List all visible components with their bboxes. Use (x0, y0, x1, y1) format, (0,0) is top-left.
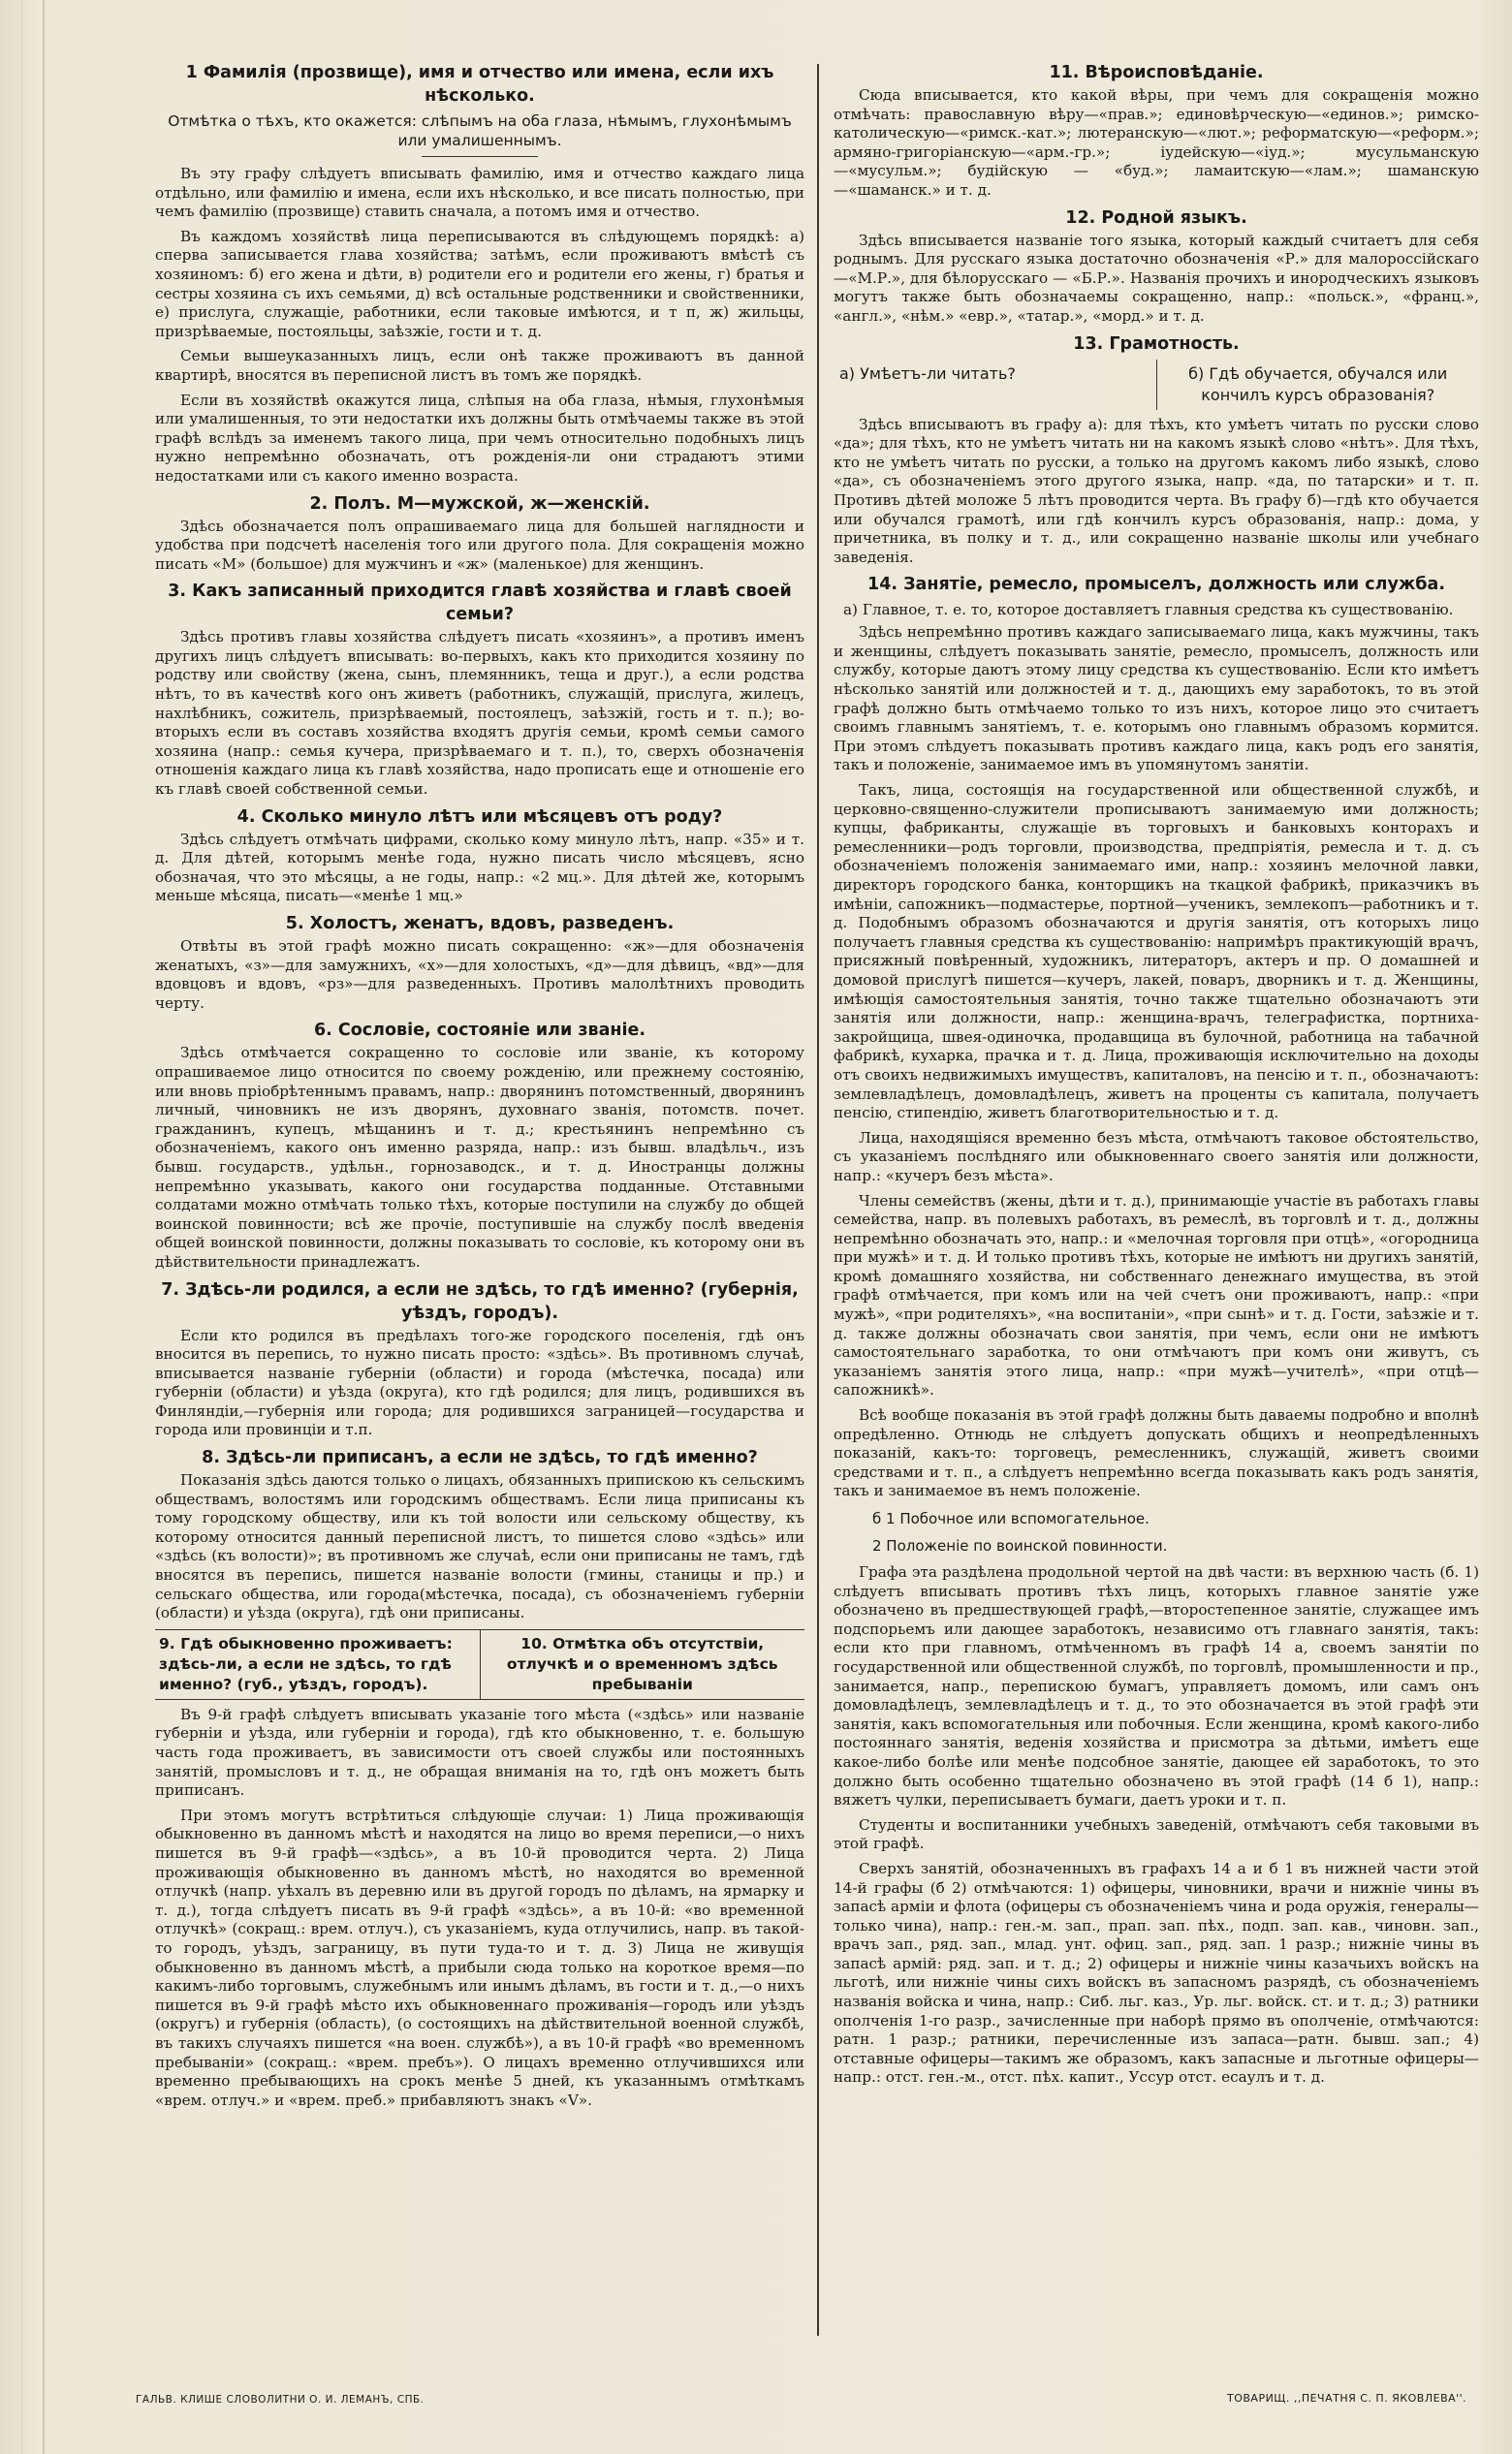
section-1-paragraph: Въ эту графу слѣдуетъ вписывать фамилію, имя и отчество каждаго лица отдѣльно, или фамилію и имена, если ихъ нѣсколько, и все писать полностью, при чемъ фамилію (прозвище) ставить сначала, а потомъ имя и отчество. (155, 165, 804, 221)
section-14-paragraph: Графа эта раздѣлена продольной чертой на двѣ части: въ верхнюю часть (б. 1) слѣдуетъ вписывать противъ тѣхъ лицъ, которыхъ главное занятіе уже обозначено въ предшествующей графѣ,—второстепенное занятіе, служащее имъ подспорьемъ или дающее заработокъ, независимо отъ главнаго занятія, такъ: если кто при главномъ, отмѣченномъ въ графѣ 14 а, своемъ занятіи по государственной или общественной службѣ, по торговлѣ, промышленности и пр., занимается, напр., перепискою бумагъ, управляетъ домомъ, или самъ онъ домовладѣлецъ, землевладѣлецъ и т. д., то это обозначается въ этой графѣ эти занятія, какъ вспомогательныя или побочныя. Если женщина, кромѣ какого-либо постояннаго занятія, веденія хозяйства и присмотра за дѣтьми, имѣетъ еще какое-либо болѣе или менѣе подсобное занятіе, дающее ей заработокъ, то это должно быть особенно тщательно обозначено въ этой графѣ (14 б 1), напр.: вяжетъ чулки, переписываетъ бумаги, даетъ уроки и т. п. (834, 1563, 1479, 1809)
section-14-paragraph: Сверхъ занятій, обозначенныхъ въ графахъ 14 а и б 1 въ нижней части этой 14-й графы (б 2) отмѣчаются: 1) офицеры, чиновники, врачи и нижніе чины въ запасѣ арміи и флота (офицеры съ обозначеніемъ чина и рода оружія, генералы—только чина), напр.: ген.-м. зап., прап. зап. пѣх., подп. зап. кав., чиновн. зап., врачъ зап., ряд. зап., млад. унт. офиц. зап., ряд. зап. 1 разр.; нижніе чины въ запасѣ армій: ряд. зап. и т. д.; 2) офицеры и нижніе чины казачьихъ войскъ на льготѣ, или нижніе чины сихъ войскъ въ запасномъ разрядѣ, съ обозначеніемъ названія войска и чина, напр.: Сиб. льг. каз., Ур. льг. войск. ст. и т. д.; 3) ратники ополченія 1-го разр., зачисленные при наборѣ прямо въ ополченіе, отмѣчаются: ратн. 1 разр.; ратники, перечисленные изъ запаса—ратн. бывш. зап.; 4) отставные офицеры—такимъ же образомъ, какъ запасные и льготные офицеры—напр.: отст. ген.-м., отст. пѣх. капит., Уссур отст. есаулъ и т. д. (834, 1859, 1479, 2087)
section-6-paragraph: Здѣсь отмѣчается сокращенно то сословіе или званіе, къ которому опрашиваемое лицо относится по своему рожденію, или прежнему состоянію, или вновь пріобрѣтеннымъ правамъ, напр.: дворянинъ потомственный, дворянинъ личный, чиновникъ не изъ дворянъ, духовнаго званія, потомств. почет. гражданинъ, купецъ, мѣщанинъ и т. д.; крестьянинъ непремѣнно съ обозначеніемъ, какого онъ именно разряда, напр.: изъ бывш. владѣльч., изъ бывш. государств., удѣльн., горнозаводск., и т. д. Иностранцы должны непремѣнно указывать, какого они государства подданные. Отставными солдатами можно отмѣчать только тѣхъ, которые поступили на службу до общей воинской повинности; всѣ же прочіе, поступившіе на службу послѣ введенія общей воинской повинности, должны показывать то сословіе, къ которому они въ дѣйствительности принадлежатъ. (155, 1044, 804, 1271)
sections-9-10-header (155, 1629, 804, 1700)
section-5-title: 5. Холостъ, женатъ, вдовъ, разведенъ. (285, 914, 675, 933)
footer-printer-left: ГАЛЬВ. КЛИШЕ СЛОВОЛИТНИ О. И. ЛЕМАНЪ, СПБ. (136, 2394, 425, 2406)
section-14-paragraph: Всѣ вообще показанія въ этой графѣ должны быть даваемы подробно и вполнѣ опредѣленно. Отнюдь не слѣдуетъ допускать общихъ и неопредѣленныхъ показаній, какъ-то: торговецъ, ремесленникъ, служащій, живетъ своими средствами и т. п., а слѣдуетъ непремѣнно всегда показывать какъ родъ занятія, такъ и занимаемое въ немъ положеніе. (834, 1406, 1479, 1500)
section-8-paragraph: Показанія здѣсь даются только о лицахъ, обязанныхъ припискою къ сельскимъ обществамъ, волостямъ или городскимъ обществамъ. Если лица приписаны къ тому городскому обществу, или къ той волости или сельскому обществу, къ которому относится данный переписной листъ, то пишется слово «здѣсь» или «здѣсь (къ волости)»; въ противномъ же случаѣ, если они приписаны не тамъ, гдѣ вносятся въ перепись, пишется названіе волости (гмины, станицы и пр.) и сельскаго общества, или города(мѣстечка, посада), съ обозначеніемъ губерніи (области) и уѣзда (округа), гдѣ они приписаны. (155, 1471, 804, 1622)
section-1-paragraph: Въ каждомъ хозяйствѣ лица переписываются въ слѣдующемъ порядкѣ: а) сперва записывается глава хозяйства; затѣмъ, если проживаютъ вмѣстѣ съ хозяиномъ: б) его жена и дѣти, в) родители его и родители его жены, г) братья и сестры хозяина съ ихъ семьями, д) всѣ остальные родственники и свойственники, е) прислуга, служащіе, работники, если таковые имѣются, и т п, ж) жильцы, призрѣваемые, постояльцы, заѣзжіе, гости и т. д. (155, 227, 804, 340)
left-column (155, 58, 804, 2345)
section-13-paragraph: Здѣсь вписываютъ въ графу а): для тѣхъ, кто умѣетъ читать по русски слово «да»; для тѣхъ, кто не умѣетъ читать ни на какомъ языкѣ слово «нѣтъ». Для тѣхъ, кто не умѣетъ читать по русски, а только на другомъ какомъ либо языкѣ, слово «да», съ обозначеніемъ этого другого языка, напр. «да, по татарски» и т. п. Противъ дѣтей моложе 5 лѣтъ проводится черта. Въ графу б)—гдѣ кто обучается или обучался грамотѣ, или гдѣ кончилъ курсъ образованія, напр.: дома, у причетника, въ полку и т. д., или сокращенно названіе школы или учебнаго заведенія. (834, 415, 1479, 566)
section-3-title: 3. Какъ записанный приходится главѣ хозяйства и главѣ своей семьи? (168, 582, 792, 625)
section-13-question-a: а) Умѣетъ-ли читать? (839, 363, 1016, 383)
paper-fold-line (21, 0, 22, 2454)
section-7-title: 7. Здѣсь-ли родился, а если не здѣсь, то гдѣ именно? (губернія, уѣздъ, городъ). (161, 1279, 799, 1323)
section-4-title: 4. Сколько минуло лѣтъ или мѣсяцевъ отъ роду? (236, 806, 723, 827)
section-3-paragraph: Здѣсь противъ главы хозяйства слѣдуетъ писать «хозяинъ», а противъ именъ другихъ лицъ слѣдуетъ вписывать: во-первыхъ, какъ кто приходится хозяину по родству или свойству (жена, сынъ, племянникъ, теща и друг.), а если родства нѣтъ, то въ качествѣ кого онъ живетъ (работникъ, служащій, прислуга, жилецъ, нахлѣбникъ, сожитель, призрѣваемый, постоялецъ, заѣзжій, гость и т. п.); во-вторыхъ если въ составъ хозяйства входятъ другія семьи, кромѣ семьи самого хозяина (напр.: семья кучера, призрѣваемаго и т. п.), то, сверхъ обозначенія отношенія каждаго лица къ главѣ хозяйства, надо прописать еще и отношеніе его къ главѣ своей собственной семьи. (155, 628, 804, 799)
section-13-title: 13. Грамотность. (1073, 333, 1240, 354)
section-7-paragraph: Если кто родился въ предѣлахъ того-же городского поселенія, гдѣ онъ вносится въ перепись, то нужно писать просто: «здѣсь». Въ противномъ случаѣ, вписывается названіе губерніи (области) и города (мѣстечка, посада) или губерніи (области) и уѣзда (округа), кто гдѣ родился; для лицъ, родившихся въ Финляндіи,—губернія или города; для родившихся заграницей—государства и города или провинціи и т.п. (155, 1326, 804, 1439)
section-14-paragraph: Студенты и воспитанники учебныхъ заведеній, отмѣчаютъ себя таковыми въ этой графѣ. (834, 1815, 1479, 1853)
section-2-paragraph: Здѣсь обозначается полъ опрашиваемаго лица для большей наглядности и удобства при подсчетѣ населенія того или другого пола. Для сокращенія можно писать «М» (большое) для мужчинъ и «ж» (маленькое) для женщинъ. (155, 517, 804, 573)
section-13-subcolumns (834, 360, 1479, 410)
section-14-subheading-b2: 2 Положеніе по воинской повинности. (872, 1537, 1168, 1555)
section-14-subheading-b1: б 1 Побочное или вспомогательное. (872, 1510, 1150, 1527)
section-5-paragraph: Отвѣты въ этой графѣ можно писать сокращенно: «ж»—для обозначенія женатыхъ, «з»—для замужнихъ, «х»—для холостыхъ, «д»—для дѣвицъ, «вд»—для вдовцовъ и вдовъ, «рз»—для разведенныхъ. Противъ малолѣтнихъ проводить черту. (155, 937, 804, 1012)
section-11-paragraph: Сюда вписывается, кто какой вѣры, при чемъ для сокращенія можно отмѣчать: православную вѣру—«прав.»; единовѣрческую—«единов.»; римско-католическую—«римск.-кат.»; лютеранскую—«лют.»; реформатскую—«реформ.»; армяно-григоріанскую—«арм.-гр.»; іудейскую—«іуд.»; мусульманскую—«мусульм.»; будійскую — «буд.»; ламаитскую—«лам.»; шаманскую—«шаманск.» и т. д. (834, 86, 1479, 199)
paper-fold-line (43, 0, 45, 2454)
section-11-title: 11. Вѣроисповѣданіе. (1049, 63, 1264, 82)
right-column (834, 58, 1479, 2345)
section-1-paragraph: Семьи вышеуказанныхъ лицъ, если онѣ также проживаютъ въ данной квартирѣ, вносятся въ переписной листъ въ томъ же порядкѣ. (155, 347, 804, 384)
footer-printer-right: ТОВАРИЩ. ,,ПЕЧАТНЯ С. П. ЯКОВЛЕВА''. (1227, 2392, 1467, 2405)
section-14-subheading-a: а) Главное, т. е. то, которое доставляетъ главныя средства къ существованію. (843, 601, 1454, 619)
section-1-title: 1 Фамилія (прозвище), имя и отчество или имена, если ихъ нѣсколько. (185, 63, 774, 106)
section-divider (422, 156, 538, 157)
section-4-paragraph: Здѣсь слѣдуетъ отмѣчать цифрами, сколько кому минуло лѣтъ, напр. «35» и т. д. Для дѣтей, которымъ менѣе года, нужно писать число мѣсяцевъ, ясно обозначая, что это мѣсяцы, а не годы, напр.: «2 мц.». Для дѣтей же, которымъ меньше мѣсяца, писать—«менѣе 1 мц.» (155, 830, 804, 905)
column-divider (817, 64, 819, 2336)
section-9-paragraph: При этомъ могутъ встрѣтиться слѣдующіе случаи: 1) Лица проживающія обыкновенно въ данномъ мѣстѣ и находятся на лицо во время переписи,—о нихъ пишется въ 9-й графѣ—«здѣсь», а въ 10-й проводится черта. 2) Лица проживающія обыкновенно въ данномъ мѣстѣ, но находятся во временной отлучкѣ (напр. уѣхалъ въ деревню или въ другой городъ по дѣламъ, на ярмарку и т. д.), тогда слѣдуетъ писать въ 9-й графѣ «здѣсь», а въ 10-й: «во временной отлучкѣ» (сокращ.: врем. отлуч.), съ указаніемъ, куда отлучились, напр. въ такой-то городъ, уѣздъ, заграницу, въ пути туда-то и т. д. 3) Лица не живущія обыкновенно въ данномъ мѣстѣ, а прибыли сюда только на короткое время—по какимъ-либо торговымъ, служебнымъ или инымъ дѣламъ, въ гости и т. д.,—о нихъ пишется въ 9-й графѣ мѣсто ихъ обыкновеннаго проживанія—городъ или уѣздъ (округъ) и губернія (область), (о состоящихъ на дѣйствительной военной службѣ, въ такихъ случаяхъ пишется «на воен. службѣ»), а въ 10-й графѣ «во временномъ пребываніи» (сокращ.: «врем. пребъ»). О лицахъ временно отлучившихся или временно пребывающихъ на срокъ менѣе 5 дней, къ указаннымъ отмѣткамъ «врем. отлуч.» и «врем. преб.» прибавляютъ знакъ «V». (155, 1806, 804, 2109)
section-14-title: 14. Занятіе, ремесло, промыселъ, должность или служба. (867, 575, 1445, 595)
section-9-title: 9. Гдѣ обыкновенно проживаетъ: здѣсь-ли, а если не здѣсь, то гдѣ именно? (губ., уѣздъ, городъ). (159, 1634, 453, 1693)
section-6-title: 6. Сословіе, состояніе или званіе. (314, 1021, 646, 1041)
section-12-title: 12. Родной языкъ. (1065, 207, 1247, 228)
section-14-paragraph: Члены семействъ (жены, дѣти и т. д.), принимающіе участіе въ работахъ главы семейства, напр. въ полевыхъ работахъ, въ ремеслѣ, въ торговлѣ и т. д., должны непремѣнно обозначать это, напр.: и «мелочная торговля при отцѣ», «огородница при мужѣ» и т. д. И только противъ тѣхъ, которые не имѣютъ ни другихъ занятій, кромѣ домашняго хозяйства, ни собственнаго денежнаго имущества, въ этой графѣ отмѣчается, при комъ или на чей счетъ они проживаютъ, напр.: «при мужѣ», «при родителяхъ», «на воспитаніи», «при сынѣ» и т. д. Гости, заѣзжіе и т. д. также должны обозначать свои занятія, при чемъ, если они не имѣютъ самостоятельнаго заработка, то они отмѣчаютъ при комъ они живутъ, съ указаніемъ занятія этого лица, напр.: «при мужѣ—учителѣ», «при отцѣ—сапожникѣ». (834, 1191, 1479, 1400)
section-1-subtitle: Отмѣтка о тѣхъ, кто окажется: слѣпымъ на оба глаза, нѣмымъ, глухонѣмымъ или умалишеннымъ. (168, 112, 792, 149)
section-13-question-b: б) Гдѣ обучается, обучался или кончилъ курсъ образованія? (1156, 360, 1480, 410)
section-8-title: 8. Здѣсь-ли приписанъ, а если не здѣсь, то гдѣ именно? (202, 1448, 758, 1468)
section-1-paragraph: Если въ хозяйствѣ окажутся лица, слѣпыя на оба глаза, нѣмыя, глухонѣмыя или умалишенныя, то эти недостатки ихъ должны быть отмѣчаемы также въ этой графѣ вслѣдъ за именемъ такого лица, при чемъ относительно подобныхъ лицъ нужно непремѣнно обозначать, отъ рожденія-ли они страдаютъ этими недостатками или съ какого именно возраста. (155, 391, 804, 485)
section-10-title: 10. Отмѣтка объ отсутствіи, отлучкѣ и о временномъ здѣсь пребываніи (480, 1630, 805, 1699)
section-9-paragraph: Въ 9-й графѣ слѣдуетъ вписывать указаніе того мѣста («здѣсь» или названіе губерніи и уѣзда, или губерніи и города), гдѣ кто обыкновенно, т. е. большую часть года проживаетъ, въ зависимости отъ своей службы или постоянныхъ занятій, промысловъ и т. д., не обращая вниманія на то, гдѣ онъ можетъ быть приписанъ. (155, 1705, 804, 1800)
section-2-title: 2. Полъ. М—мужской, ж—женскій. (309, 493, 650, 514)
section-14-paragraph: Такъ, лица, состоящія на государственной или общественной службѣ, и церковно-священно-служители прописываютъ занимаемую ими должность; купцы, фабриканты, служащіе въ торговыхъ и банковыхъ конторахъ и ремесленники—родъ торговли, производства, предпріятія, ремесла и т. д. съ обозначеніемъ положенія занимаемаго ими, напр.: хозяинъ мелочной лавки, директоръ городского банка, конторщикъ на ткацкой фабрикѣ, приказчикъ въ имѣніи, сапожникъ—подмастерье, портной—ученикъ, землекопъ—работникъ и т. д. Подобнымъ образомъ обозначаются и другія занятія, отъ которыхъ лицо получаетъ главныя средства къ существованію: напримѣръ практикующій врачъ, присяжный повѣренный, художникъ, литераторъ, актеръ и пр. О домашней и домовой прислугѣ пишется—кучеръ, лакей, поваръ, дворникъ и т. д. Женщины, имѣющія самостоятельныя занятія, точно также тщательно обозначаютъ эти занятія или должности, напр.: женщина-врачъ, телеграфистка, портниха-закройщица, швея-одиночка, продавщица въ булочной, работница на табачной фабрикѣ, кухарка, прачка и т. д. Лица, проживающія исключительно на доходы отъ своихъ недвижимыхъ имуществъ, капиталовъ, на пенсію и т. п., обозначаютъ: землевладѣлецъ, домовладѣлецъ, живетъ на проценты съ капитала, получаетъ пенсію, стипендію, живетъ благотворительностью и т. д. (834, 781, 1479, 1122)
section-14-paragraph: Здѣсь непремѣнно противъ каждаго записываемаго лица, какъ мужчины, такъ и женщины, слѣдуетъ показывать занятіе, ремесло, промыселъ, должность или службу, которые даютъ этому лицу средства къ существованію. Если кто имѣетъ нѣсколько занятій или должностей и т. д., дающихъ ему заработокъ, то въ этой графѣ должно быть отмѣчаемо только то изъ нихъ, которое лицо это считаетъ своимъ главнымъ занятіемъ, т. е. которымъ оно главнымъ образомъ кормится. При этомъ слѣдуетъ показывать противъ каждаго лица, какъ родъ его занятія, такъ и положеніе, занимаемое имъ въ упомянутомъ занятіи. (834, 623, 1479, 774)
section-14-paragraph: Лица, находящіяся временно безъ мѣста, отмѣчаютъ таковое обстоятельство, съ указаніемъ послѣдняго или обыкновеннаго своего занятія или должности, напр.: «кучеръ безъ мѣста». (834, 1128, 1479, 1184)
section-12-paragraph: Здѣсь вписывается названіе того языка, который каждый считаетъ для себя роднымъ. Для русскаго языка достаточно обозначенія «Р.» для малороссійскаго—«М.Р.», для бѣлорусскаго — «Б.Р.». Названія прочихъ и инородческихъ языковъ могутъ также быть обозначаемы сокращенно, напр.: «польск.», «франц.», «англ.», «нѣм.» «евр.», «татар.», «морд.» и т. д. (834, 231, 1479, 325)
